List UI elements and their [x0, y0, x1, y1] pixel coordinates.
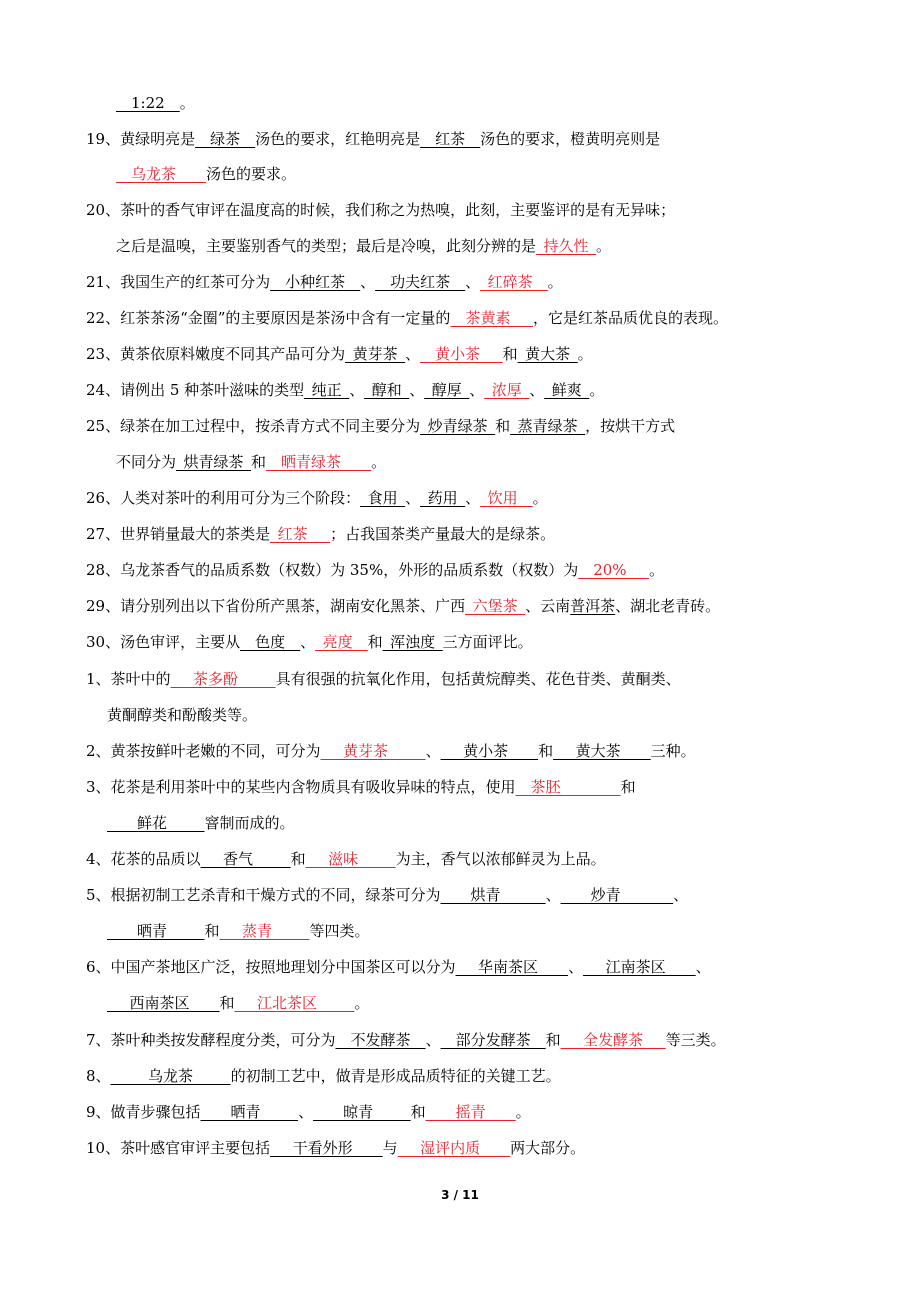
answer-blank: _鲜爽_ [544, 381, 590, 399]
text-line [86, 848, 606, 870]
answer-blank: _烘青绿茶_ [176, 453, 252, 471]
answer-blank: _蒸青绿茶_ [510, 417, 586, 435]
text-line [86, 199, 675, 221]
text-segment: 27、世界销量最大的茶类是 [86, 525, 271, 543]
text-segment: 、 [465, 273, 481, 291]
answer-blank: _____乌龙茶_____ [110, 1067, 231, 1085]
text-segment: 和 [251, 453, 267, 471]
answer-blank: __乌龙茶____ [116, 165, 207, 183]
text-segment: 的初制工艺中，做青是形成品质特征的关键工艺。 [230, 1067, 561, 1085]
answer-blank: _食用_ [360, 489, 406, 507]
answer-blank: _浑浊度_ [382, 633, 443, 651]
text-segment: 6、中国产茶地区广泛，按照地理划分中国茶区可以分为 [86, 958, 456, 976]
text-segment: 、 [298, 1103, 314, 1121]
text-segment: 、 [409, 381, 425, 399]
text-segment: 为主，香气以浓郁鲜灵为上品。 [395, 850, 606, 868]
answer-blank: ___香气_____ [200, 850, 291, 868]
answer-blank: ___华南茶区____ [455, 958, 569, 976]
text-segment: 4、花茶的品质以 [86, 850, 201, 868]
text-line [116, 92, 195, 114]
text-line [86, 487, 548, 509]
text-segment: 。 [179, 94, 195, 112]
answer-blank: _药用_ [420, 489, 466, 507]
text-segment: 24、请例出 5 种茶叶滋味的类型 [86, 381, 305, 399]
text-line [107, 992, 370, 1014]
text-segment: 、 [673, 886, 689, 904]
text-segment: 、 [405, 345, 421, 363]
answer-blank: ___滋味_____ [305, 850, 396, 868]
answer-blank: _亮度__ [315, 633, 368, 651]
answer-blank: _浓厚_ [484, 381, 530, 399]
answer-blank: 普洱茶 [570, 597, 616, 615]
text-segment: 、 [545, 886, 561, 904]
text-segment: 和 [538, 742, 554, 760]
text-segment: 、 [425, 742, 441, 760]
text-segment: 等三类。 [665, 1031, 726, 1049]
text-segment: 29、请分别列出以下省份所产黑茶，湖南安化黑茶、广西 [86, 597, 466, 615]
text-line [86, 595, 720, 617]
text-line [86, 559, 664, 581]
answer-blank: ___湿评内质____ [397, 1139, 511, 1157]
text-segment: 和 [502, 345, 518, 363]
text-segment: 22、红茶茶汤“金圈”的主要原因是茶汤中含有一定量的 [86, 309, 451, 327]
text-segment: 26、人类对茶叶的利用可分为三个阶段： [86, 489, 361, 507]
text-segment: 、云南 [525, 597, 571, 615]
answer-blank: ____烘青______ [440, 886, 546, 904]
text-line [116, 451, 386, 473]
answer-blank: ___黄小茶____ [440, 742, 539, 760]
text-segment: 和 [620, 778, 636, 796]
answer-blank: ____摇青____ [425, 1103, 516, 1121]
text-line [116, 163, 296, 185]
text-segment: 5、根据初制工艺杀青和干燥方式的不同，绿茶可分为 [86, 886, 441, 904]
text-segment: 9、做青步骤包括 [86, 1103, 201, 1121]
answer-blank: _黄芽茶_ [345, 345, 406, 363]
text-line [86, 271, 563, 293]
text-segment: 。 [354, 994, 370, 1012]
text-segment: 、 [425, 1031, 441, 1049]
text-segment: 两大部分。 [510, 1139, 586, 1157]
text-segment: 和 [219, 994, 235, 1012]
answer-blank: _持久性_ [536, 237, 597, 255]
text-segment: 和 [495, 417, 511, 435]
text-line [86, 307, 728, 329]
text-segment: ，它是红茶品质优良的表现。 [532, 309, 728, 327]
text-segment: 汤色的要求，红艳明亮是 [255, 130, 421, 148]
text-segment: 。 [596, 237, 612, 255]
text-line [86, 1101, 531, 1123]
text-line [86, 343, 593, 365]
text-segment: 。 [515, 1103, 531, 1121]
answer-blank: ____晒青_____ [107, 922, 205, 940]
text-segment: 7、茶叶种类按发酵程度分类，可分为 [86, 1031, 336, 1049]
answer-blank: __色度__ [240, 633, 301, 651]
text-segment: 、 [300, 633, 316, 651]
answer-blank: __1:22__ [116, 94, 180, 112]
text-segment: 汤色的要求，橙黄明亮则是 [480, 130, 661, 148]
text-segment: 20、茶叶的香气审评在温度高的时候，我们称之为热嗅，此刻，主要鉴评的是有无异味； [86, 201, 676, 219]
answer-blank: _六堡茶_ [465, 597, 526, 615]
text-segment: 、 [695, 958, 711, 976]
text-segment: 和 [410, 1103, 426, 1121]
page-number: 3 / 11 [441, 1188, 479, 1202]
text-line [86, 523, 555, 545]
text-segment: 、 [465, 489, 481, 507]
text-segment: 不同分为 [116, 453, 177, 471]
text-segment: 和 [204, 922, 220, 940]
answer-blank: ____鲜花_____ [107, 814, 205, 832]
answer-blank: __部分发酵茶__ [440, 1031, 546, 1049]
text-segment: 2、黄茶按鲜叶老嫩的不同，可分为 [86, 742, 321, 760]
text-segment: ，按烘干方式 [585, 417, 676, 435]
text-segment: 、 [405, 489, 421, 507]
text-segment: 。 [547, 273, 563, 291]
answer-blank: __茶黄素___ [450, 309, 533, 327]
text-segment: 、 [469, 381, 485, 399]
answer-blank: __茶胚________ [515, 778, 621, 796]
answer-blank: _醇厚_ [424, 381, 470, 399]
answer-blank: _红碎茶__ [480, 273, 548, 291]
text-segment: 19、黄绿明亮是 [86, 130, 196, 148]
text-segment: 三方面评比。 [442, 633, 533, 651]
text-segment: 、 [349, 381, 365, 399]
answer-blank: _醇和_ [364, 381, 410, 399]
text-segment: 、 [529, 381, 545, 399]
text-segment: 30、汤色审评，主要从 [86, 633, 241, 651]
text-line [86, 1029, 726, 1051]
text-segment: 。 [649, 561, 665, 579]
text-line [86, 379, 604, 401]
text-segment: 3、花茶是利用茶叶中的某些内含物质具有吸收异味的特点，使用 [86, 778, 516, 796]
text-segment: 10、茶叶感官审评主要包括 [86, 1139, 271, 1157]
text-segment: 1、茶叶中的 [86, 670, 171, 688]
answer-blank: ____炒青_______ [560, 886, 674, 904]
answer-blank: ___江南茶区____ [583, 958, 696, 976]
text-line [107, 920, 370, 942]
text-segment: 。 [577, 345, 593, 363]
text-segment: 23、黄茶依原料嫩度不同其产品可分为 [86, 345, 346, 363]
text-line [86, 884, 688, 906]
answer-blank: __黄小茶___ [420, 345, 503, 363]
answer-blank: ___西南茶区____ [107, 994, 220, 1012]
text-segment: 之后是温嗅，主要鉴别香气的类型；最后是冷嗅，此刻分辨的是 [116, 237, 537, 255]
text-line [86, 776, 636, 798]
text-line [107, 704, 257, 726]
answer-blank: __小种红茶__ [270, 273, 361, 291]
answer-blank: ____晒青_____ [200, 1103, 299, 1121]
text-segment: 三种。 [650, 742, 696, 760]
text-segment: 和 [545, 1031, 561, 1049]
answer-blank: ___黄芽茶_____ [320, 742, 426, 760]
text-line [86, 740, 696, 762]
text-segment: 。 [532, 489, 548, 507]
text-segment: 、 [360, 273, 376, 291]
text-line [86, 956, 711, 978]
answer-blank: _饮用__ [480, 489, 533, 507]
answer-blank: ____晾青_____ [313, 1103, 411, 1121]
answer-blank: __晒青绿茶____ [266, 453, 372, 471]
answer-blank: _炒青绿茶_ [420, 417, 496, 435]
answer-blank: ___黄大茶____ [553, 742, 651, 760]
answer-blank: _纯正_ [304, 381, 350, 399]
answer-blank: ___茶多酚_____ [170, 670, 276, 688]
text-line [86, 668, 681, 690]
answer-blank: __不发酵茶__ [335, 1031, 426, 1049]
answer-blank: ___江北茶区_____ [234, 994, 355, 1012]
text-line [86, 631, 533, 653]
text-line [86, 415, 675, 437]
answer-blank: __绿茶__ [195, 130, 256, 148]
answer-blank: __功夫红茶__ [375, 273, 466, 291]
text-segment: 。 [589, 381, 605, 399]
text-segment: 8、 [86, 1067, 111, 1085]
text-segment: 与 [382, 1139, 398, 1157]
text-segment: 黄酮醇类和酚酸类等。 [107, 706, 258, 724]
text-segment: 窨制而成的。 [204, 814, 295, 832]
text-segment: 具有很强的抗氧化作用，包括黄烷醇类、花色苷类、黄酮类、 [275, 670, 681, 688]
text-segment: 等四类。 [309, 922, 370, 940]
text-segment: 汤色的要求。 [206, 165, 297, 183]
text-line [86, 128, 660, 150]
answer-blank: ___蒸青_____ [219, 922, 310, 940]
answer-blank: ___全发酵茶___ [560, 1031, 666, 1049]
text-segment: 、湖北老青砖。 [615, 597, 721, 615]
text-segment: ；占我国茶类产量最大的是绿茶。 [330, 525, 556, 543]
text-segment: 28、乌龙茶香气的品质系数（权数）为 35%，外形的品质系数（权数）为 [86, 561, 579, 579]
answer-blank: _黄大茶_ [517, 345, 578, 363]
text-line [107, 812, 295, 834]
text-segment: 21、我国生产的红茶可分为 [86, 273, 271, 291]
text-segment: 、 [568, 958, 584, 976]
answer-blank: ___干看外形____ [270, 1139, 383, 1157]
text-line [116, 235, 611, 257]
answer-blank: _红茶___ [270, 525, 331, 543]
text-line [86, 1065, 561, 1087]
answer-blank: __红茶__ [420, 130, 481, 148]
text-line [86, 1137, 585, 1159]
text-segment: 25、绿茶在加工过程中，按杀青方式不同主要分为 [86, 417, 421, 435]
text-segment: 和 [367, 633, 383, 651]
text-segment: 和 [290, 850, 306, 868]
text-segment: 。 [371, 453, 387, 471]
answer-blank: __20%___ [578, 561, 650, 579]
